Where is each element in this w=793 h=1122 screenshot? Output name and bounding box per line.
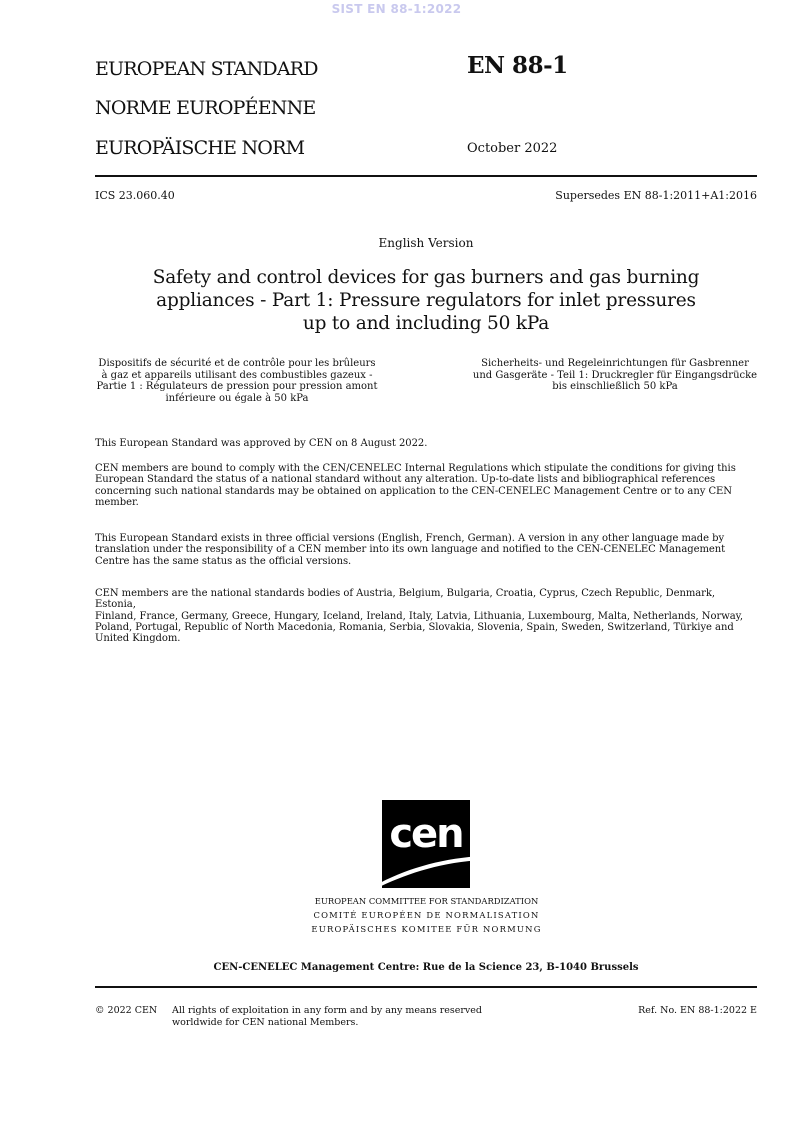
rights-line: worldwide for CEN national Members. xyxy=(172,1017,359,1028)
publication-date: October 2022 xyxy=(467,141,558,156)
paragraph-line: CEN members are bound to comply with the CEN/CENELEC Internal Regulations which stipulate the conditions for giving this xyxy=(95,463,736,474)
title-german-line: Sicherheits- und Regeleinrichtungen für Gasbrenner xyxy=(481,358,749,369)
supersedes: Supersedes EN 88-1:2011+A1:2016 xyxy=(555,189,757,202)
bodies-paragraph xyxy=(95,588,759,644)
standard-name-fr: NORME EUROPÉENNE xyxy=(95,97,316,119)
paragraph-line: Poland, Portugal, Republic of North Macedonia, Romania, Serbia, Slovakia, Slovenia, Spain, Sweden, Switzerland, Türkiye and xyxy=(95,621,734,633)
header-rule xyxy=(95,175,757,177)
title-french xyxy=(82,358,392,404)
members-paragraph xyxy=(95,463,759,508)
main-title-line: up to and including 50 kPa xyxy=(302,313,550,334)
paragraph-line: concerning such national standards may be obtained on application to the CEN-CENELEC Management Centre or to any CEN xyxy=(95,485,732,497)
title-german xyxy=(460,358,770,393)
cen-logo-text: cen xyxy=(389,811,463,857)
versions-paragraph xyxy=(95,533,759,567)
standard-number: EN 88-1 xyxy=(467,52,568,79)
rights-statement xyxy=(172,1005,532,1029)
title-french-line: inférieure ou égale à 50 kPa xyxy=(165,392,309,404)
approval-paragraph xyxy=(95,438,759,449)
cen-name-de: EUROPÄISCHES KOMITEE FÜR NORMUNG xyxy=(311,924,542,934)
paragraph-line: European Standard the status of a national standard without any alteration. Up-to-date lists and bibliographical references xyxy=(95,474,716,486)
footer-rule xyxy=(95,986,757,988)
title-french-line: Dispositifs de sécurité et de contrôle pour les brûleurs xyxy=(98,358,376,369)
cen-logo xyxy=(371,800,483,890)
title-french-line: à gaz et appareils utilisant des combustibles gazeux - xyxy=(101,369,373,381)
title-german-line: und Gasgeräte - Teil 1: Druckregler für Eingangsdrücke xyxy=(472,369,758,381)
copyright: © 2022 CEN xyxy=(95,1005,158,1016)
title-french-line: Partie 1 : Régulateurs de pression pour pression amont xyxy=(96,381,378,392)
paragraph-line: Finland, France, Germany, Greece, Hungary, Iceland, Ireland, Italy, Latvia, Lithuania, Luxembourg, Malta, Netherlands, Norway, xyxy=(95,610,744,622)
ics-code: ICS 23.060.40 xyxy=(95,189,175,202)
watermark: SIST EN 88-1:2022 xyxy=(331,2,462,16)
english-version: English Version xyxy=(378,236,474,250)
paragraph-line: This European Standard exists in three official versions (English, French, German). A version in any other language made by xyxy=(95,533,725,544)
cen-name-fr: COMITÉ EUROPÉEN DE NORMALISATION xyxy=(313,910,540,920)
paragraph-line: CEN members are the national standards bodies of Austria, Belgium, Bulgaria, Croatia, Cyprus, Czech Republic, Denmark, Estonia, xyxy=(95,588,716,611)
cen-name-en: EUROPEAN COMMITTEE FOR STANDARDIZATION xyxy=(314,896,539,906)
paragraph-line: Centre has the same status as the official versions. xyxy=(95,555,352,567)
main-title-line: Safety and control devices for gas burners and gas burning xyxy=(152,267,700,288)
main-title-line: appliances - Part 1: Pressure regulators for inlet pressures xyxy=(156,290,696,311)
reference-number: Ref. No. EN 88-1:2022 E xyxy=(638,1005,757,1016)
paragraph-line: United Kingdom. xyxy=(95,633,181,645)
paragraph-line: This European Standard was approved by CEN on 8 August 2022. xyxy=(95,438,428,449)
standard-name-de: EUROPÄISCHE NORM xyxy=(95,137,305,159)
paragraph-line: member. xyxy=(95,496,139,508)
management-centre-address: CEN-CENELEC Management Centre: Rue de la Science 23, B-1040 Brussels xyxy=(213,962,639,973)
title-german-line: bis einschließlich 50 kPa xyxy=(552,381,678,392)
rights-line: All rights of exploitation in any form and by any means reserved xyxy=(172,1005,483,1016)
standard-name-en: EUROPEAN STANDARD xyxy=(95,58,318,80)
main-title xyxy=(120,266,732,335)
paragraph-line: translation under the responsibility of a CEN member into its own language and notified to the CEN-CENELEC Management xyxy=(95,544,726,556)
